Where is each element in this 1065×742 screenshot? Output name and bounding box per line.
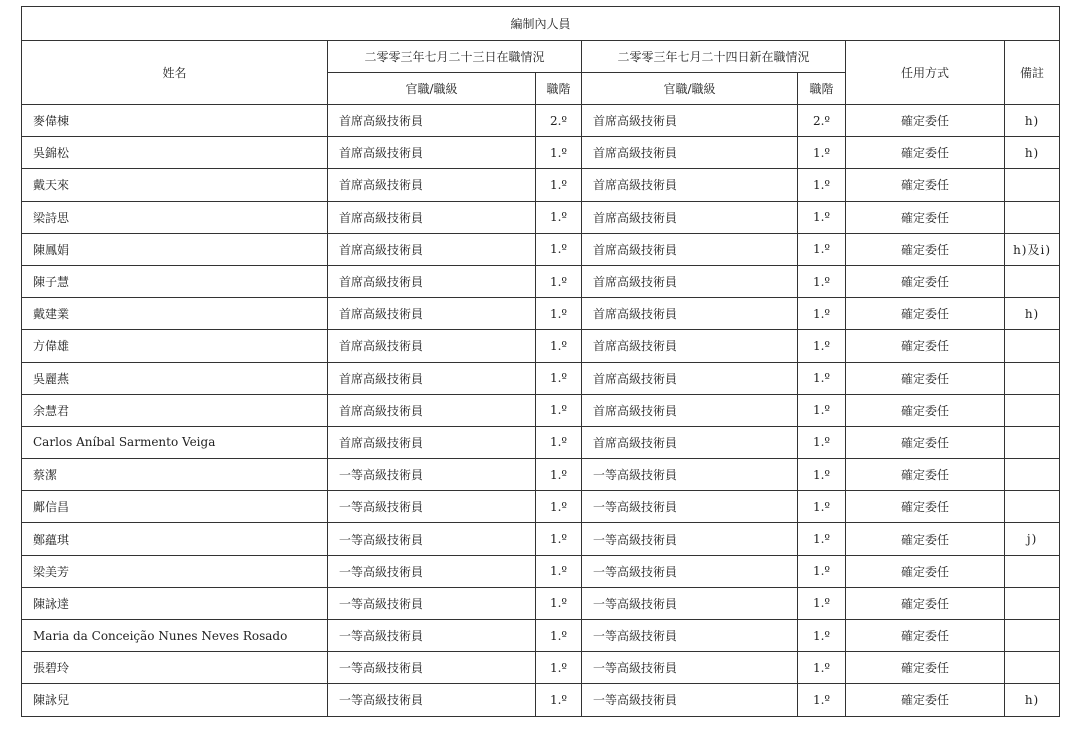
cell-grade-before: 1.º <box>536 137 582 169</box>
cell-appointment: 確定委任 <box>846 652 1005 684</box>
cell-name: 陳詠達 <box>22 587 328 619</box>
cell-rank-after: 一等高級技術員 <box>582 587 798 619</box>
cell-grade-before: 1.º <box>536 201 582 233</box>
cell-grade-before: 1.º <box>536 652 582 684</box>
cell-note <box>1005 265 1060 297</box>
cell-grade-after: 1.º <box>798 491 846 523</box>
cell-rank-before: 首席高級技術員 <box>328 298 536 330</box>
header-status-before: 二零零三年七月二十三日在職情況 <box>328 41 582 73</box>
table-row <box>22 105 1060 137</box>
cell-grade-after: 1.º <box>798 265 846 297</box>
cell-name: 鄭蘊琪 <box>22 523 328 555</box>
cell-grade-before: 1.º <box>536 298 582 330</box>
cell-appointment: 確定委任 <box>846 330 1005 362</box>
cell-rank-after: 一等高級技術員 <box>582 459 798 491</box>
cell-name: 陳詠兒 <box>22 684 328 716</box>
cell-appointment: 確定委任 <box>846 394 1005 426</box>
cell-note: h) <box>1005 684 1060 716</box>
cell-rank-after: 一等高級技術員 <box>582 684 798 716</box>
cell-rank-before: 一等高級技術員 <box>328 459 536 491</box>
cell-grade-before: 1.º <box>536 620 582 652</box>
cell-rank-before: 首席高級技術員 <box>328 137 536 169</box>
cell-grade-before: 1.º <box>536 362 582 394</box>
cell-rank-after: 一等高級技術員 <box>582 652 798 684</box>
cell-appointment: 確定委任 <box>846 298 1005 330</box>
cell-rank-after: 一等高級技術員 <box>582 620 798 652</box>
cell-note <box>1005 201 1060 233</box>
cell-grade-before: 1.º <box>536 426 582 458</box>
cell-name: 鄺信昌 <box>22 491 328 523</box>
cell-name: 張碧玲 <box>22 652 328 684</box>
table-row <box>22 265 1060 297</box>
cell-rank-before: 一等高級技術員 <box>328 652 536 684</box>
cell-grade-before: 1.º <box>536 684 582 716</box>
cell-name: 吳麗燕 <box>22 362 328 394</box>
cell-rank-before: 一等高級技術員 <box>328 587 536 619</box>
cell-appointment: 確定委任 <box>846 137 1005 169</box>
table-row <box>22 169 1060 201</box>
cell-name: Carlos Aníbal Sarmento Veiga <box>22 426 328 458</box>
cell-rank-after: 首席高級技術員 <box>582 394 798 426</box>
cell-grade-after: 1.º <box>798 459 846 491</box>
cell-grade-after: 1.º <box>798 394 846 426</box>
table-row <box>22 233 1060 265</box>
cell-grade-after: 1.º <box>798 298 846 330</box>
table-row <box>22 620 1060 652</box>
cell-name: 蔡潔 <box>22 459 328 491</box>
cell-rank-before: 一等高級技術員 <box>328 684 536 716</box>
cell-rank-before: 首席高級技術員 <box>328 105 536 137</box>
cell-rank-before: 首席高級技術員 <box>328 362 536 394</box>
cell-name: 梁美芳 <box>22 555 328 587</box>
table-row <box>22 201 1060 233</box>
cell-rank-after: 首席高級技術員 <box>582 233 798 265</box>
table-row <box>22 137 1060 169</box>
cell-name: 梁詩思 <box>22 201 328 233</box>
cell-rank-after: 一等高級技術員 <box>582 491 798 523</box>
cell-note <box>1005 620 1060 652</box>
cell-name: 戴建業 <box>22 298 328 330</box>
table-title: 編制內人員 <box>22 7 1060 41</box>
cell-rank-after: 首席高級技術員 <box>582 426 798 458</box>
cell-note <box>1005 394 1060 426</box>
cell-note <box>1005 459 1060 491</box>
cell-rank-before: 首席高級技術員 <box>328 330 536 362</box>
cell-grade-after: 1.º <box>798 620 846 652</box>
cell-name: 戴天來 <box>22 169 328 201</box>
cell-appointment: 確定委任 <box>846 233 1005 265</box>
table-row <box>22 523 1060 555</box>
cell-appointment: 確定委任 <box>846 426 1005 458</box>
cell-name: 麥偉棟 <box>22 105 328 137</box>
cell-rank-after: 首席高級技術員 <box>582 330 798 362</box>
cell-appointment: 確定委任 <box>846 587 1005 619</box>
table-row <box>22 587 1060 619</box>
cell-note: j) <box>1005 523 1060 555</box>
cell-grade-after: 1.º <box>798 684 846 716</box>
header-appointment: 任用方式 <box>846 41 1005 105</box>
cell-rank-before: 一等高級技術員 <box>328 491 536 523</box>
header-name: 姓名 <box>22 41 328 105</box>
cell-appointment: 確定委任 <box>846 169 1005 201</box>
cell-appointment: 確定委任 <box>846 620 1005 652</box>
cell-rank-after: 首席高級技術員 <box>582 137 798 169</box>
header-notes: 備註 <box>1005 41 1060 105</box>
cell-rank-before: 首席高級技術員 <box>328 169 536 201</box>
cell-grade-before: 1.º <box>536 265 582 297</box>
cell-rank-after: 首席高級技術員 <box>582 362 798 394</box>
cell-grade-after: 1.º <box>798 587 846 619</box>
table-row <box>22 684 1060 716</box>
cell-name: 方偉雄 <box>22 330 328 362</box>
cell-rank-before: 首席高級技術員 <box>328 426 536 458</box>
cell-note: h) <box>1005 298 1060 330</box>
cell-rank-after: 一等高級技術員 <box>582 523 798 555</box>
table-row <box>22 555 1060 587</box>
header-rank-after: 官職/職級 <box>582 73 798 105</box>
cell-appointment: 確定委任 <box>846 684 1005 716</box>
cell-rank-before: 首席高級技術員 <box>328 394 536 426</box>
cell-rank-after: 首席高級技術員 <box>582 201 798 233</box>
cell-note: h) <box>1005 137 1060 169</box>
table-row <box>22 298 1060 330</box>
cell-grade-after: 1.º <box>798 201 846 233</box>
cell-note <box>1005 169 1060 201</box>
cell-rank-before: 一等高級技術員 <box>328 620 536 652</box>
cell-appointment: 確定委任 <box>846 265 1005 297</box>
cell-name: 陳鳳娟 <box>22 233 328 265</box>
cell-grade-after: 1.º <box>798 362 846 394</box>
cell-grade-after: 1.º <box>798 330 846 362</box>
cell-grade-after: 1.º <box>798 523 846 555</box>
cell-rank-before: 一等高級技術員 <box>328 523 536 555</box>
cell-rank-after: 首席高級技術員 <box>582 265 798 297</box>
cell-note <box>1005 491 1060 523</box>
cell-grade-after: 1.º <box>798 169 846 201</box>
table-row <box>22 491 1060 523</box>
cell-grade-after: 1.º <box>798 652 846 684</box>
cell-rank-before: 一等高級技術員 <box>328 555 536 587</box>
table-row <box>22 394 1060 426</box>
cell-appointment: 確定委任 <box>846 201 1005 233</box>
cell-note: h) <box>1005 105 1060 137</box>
cell-name: 陳子慧 <box>22 265 328 297</box>
cell-appointment: 確定委任 <box>846 362 1005 394</box>
cell-appointment: 確定委任 <box>846 523 1005 555</box>
header-status-after: 二零零三年七月二十四日新在職情況 <box>582 41 846 73</box>
cell-grade-before: 1.º <box>536 233 582 265</box>
cell-grade-after: 2.º <box>798 105 846 137</box>
cell-grade-before: 1.º <box>536 330 582 362</box>
cell-rank-before: 首席高級技術員 <box>328 265 536 297</box>
cell-grade-before: 1.º <box>536 169 582 201</box>
cell-grade-before: 1.º <box>536 459 582 491</box>
header-grade-after: 職階 <box>798 73 846 105</box>
table-body <box>22 105 1060 717</box>
cell-note <box>1005 362 1060 394</box>
cell-name: Maria da Conceição Nunes Neves Rosado <box>22 620 328 652</box>
cell-name: 吳錦松 <box>22 137 328 169</box>
cell-grade-before: 1.º <box>536 394 582 426</box>
cell-grade-after: 1.º <box>798 233 846 265</box>
table-row <box>22 459 1060 491</box>
cell-note: h)及i) <box>1005 233 1060 265</box>
table-row <box>22 362 1060 394</box>
cell-note <box>1005 330 1060 362</box>
cell-grade-before: 2.º <box>536 105 582 137</box>
cell-note <box>1005 587 1060 619</box>
cell-appointment: 確定委任 <box>846 491 1005 523</box>
header-rank-before: 官職/職級 <box>328 73 536 105</box>
cell-note <box>1005 555 1060 587</box>
cell-note <box>1005 426 1060 458</box>
cell-grade-before: 1.º <box>536 555 582 587</box>
staff-table <box>21 6 1060 717</box>
cell-grade-before: 1.º <box>536 491 582 523</box>
cell-rank-after: 首席高級技術員 <box>582 169 798 201</box>
cell-rank-before: 首席高級技術員 <box>328 201 536 233</box>
table-row <box>22 652 1060 684</box>
cell-appointment: 確定委任 <box>846 459 1005 491</box>
table-row <box>22 330 1060 362</box>
cell-appointment: 確定委任 <box>846 555 1005 587</box>
cell-grade-before: 1.º <box>536 587 582 619</box>
table-row <box>22 426 1060 458</box>
cell-grade-after: 1.º <box>798 426 846 458</box>
cell-grade-before: 1.º <box>536 523 582 555</box>
cell-appointment: 確定委任 <box>846 105 1005 137</box>
cell-rank-after: 一等高級技術員 <box>582 555 798 587</box>
cell-rank-before: 首席高級技術員 <box>328 233 536 265</box>
cell-note <box>1005 652 1060 684</box>
header-grade-before: 職階 <box>536 73 582 105</box>
cell-rank-after: 首席高級技術員 <box>582 298 798 330</box>
cell-grade-after: 1.º <box>798 137 846 169</box>
cell-grade-after: 1.º <box>798 555 846 587</box>
cell-rank-after: 首席高級技術員 <box>582 105 798 137</box>
cell-name: 余慧君 <box>22 394 328 426</box>
